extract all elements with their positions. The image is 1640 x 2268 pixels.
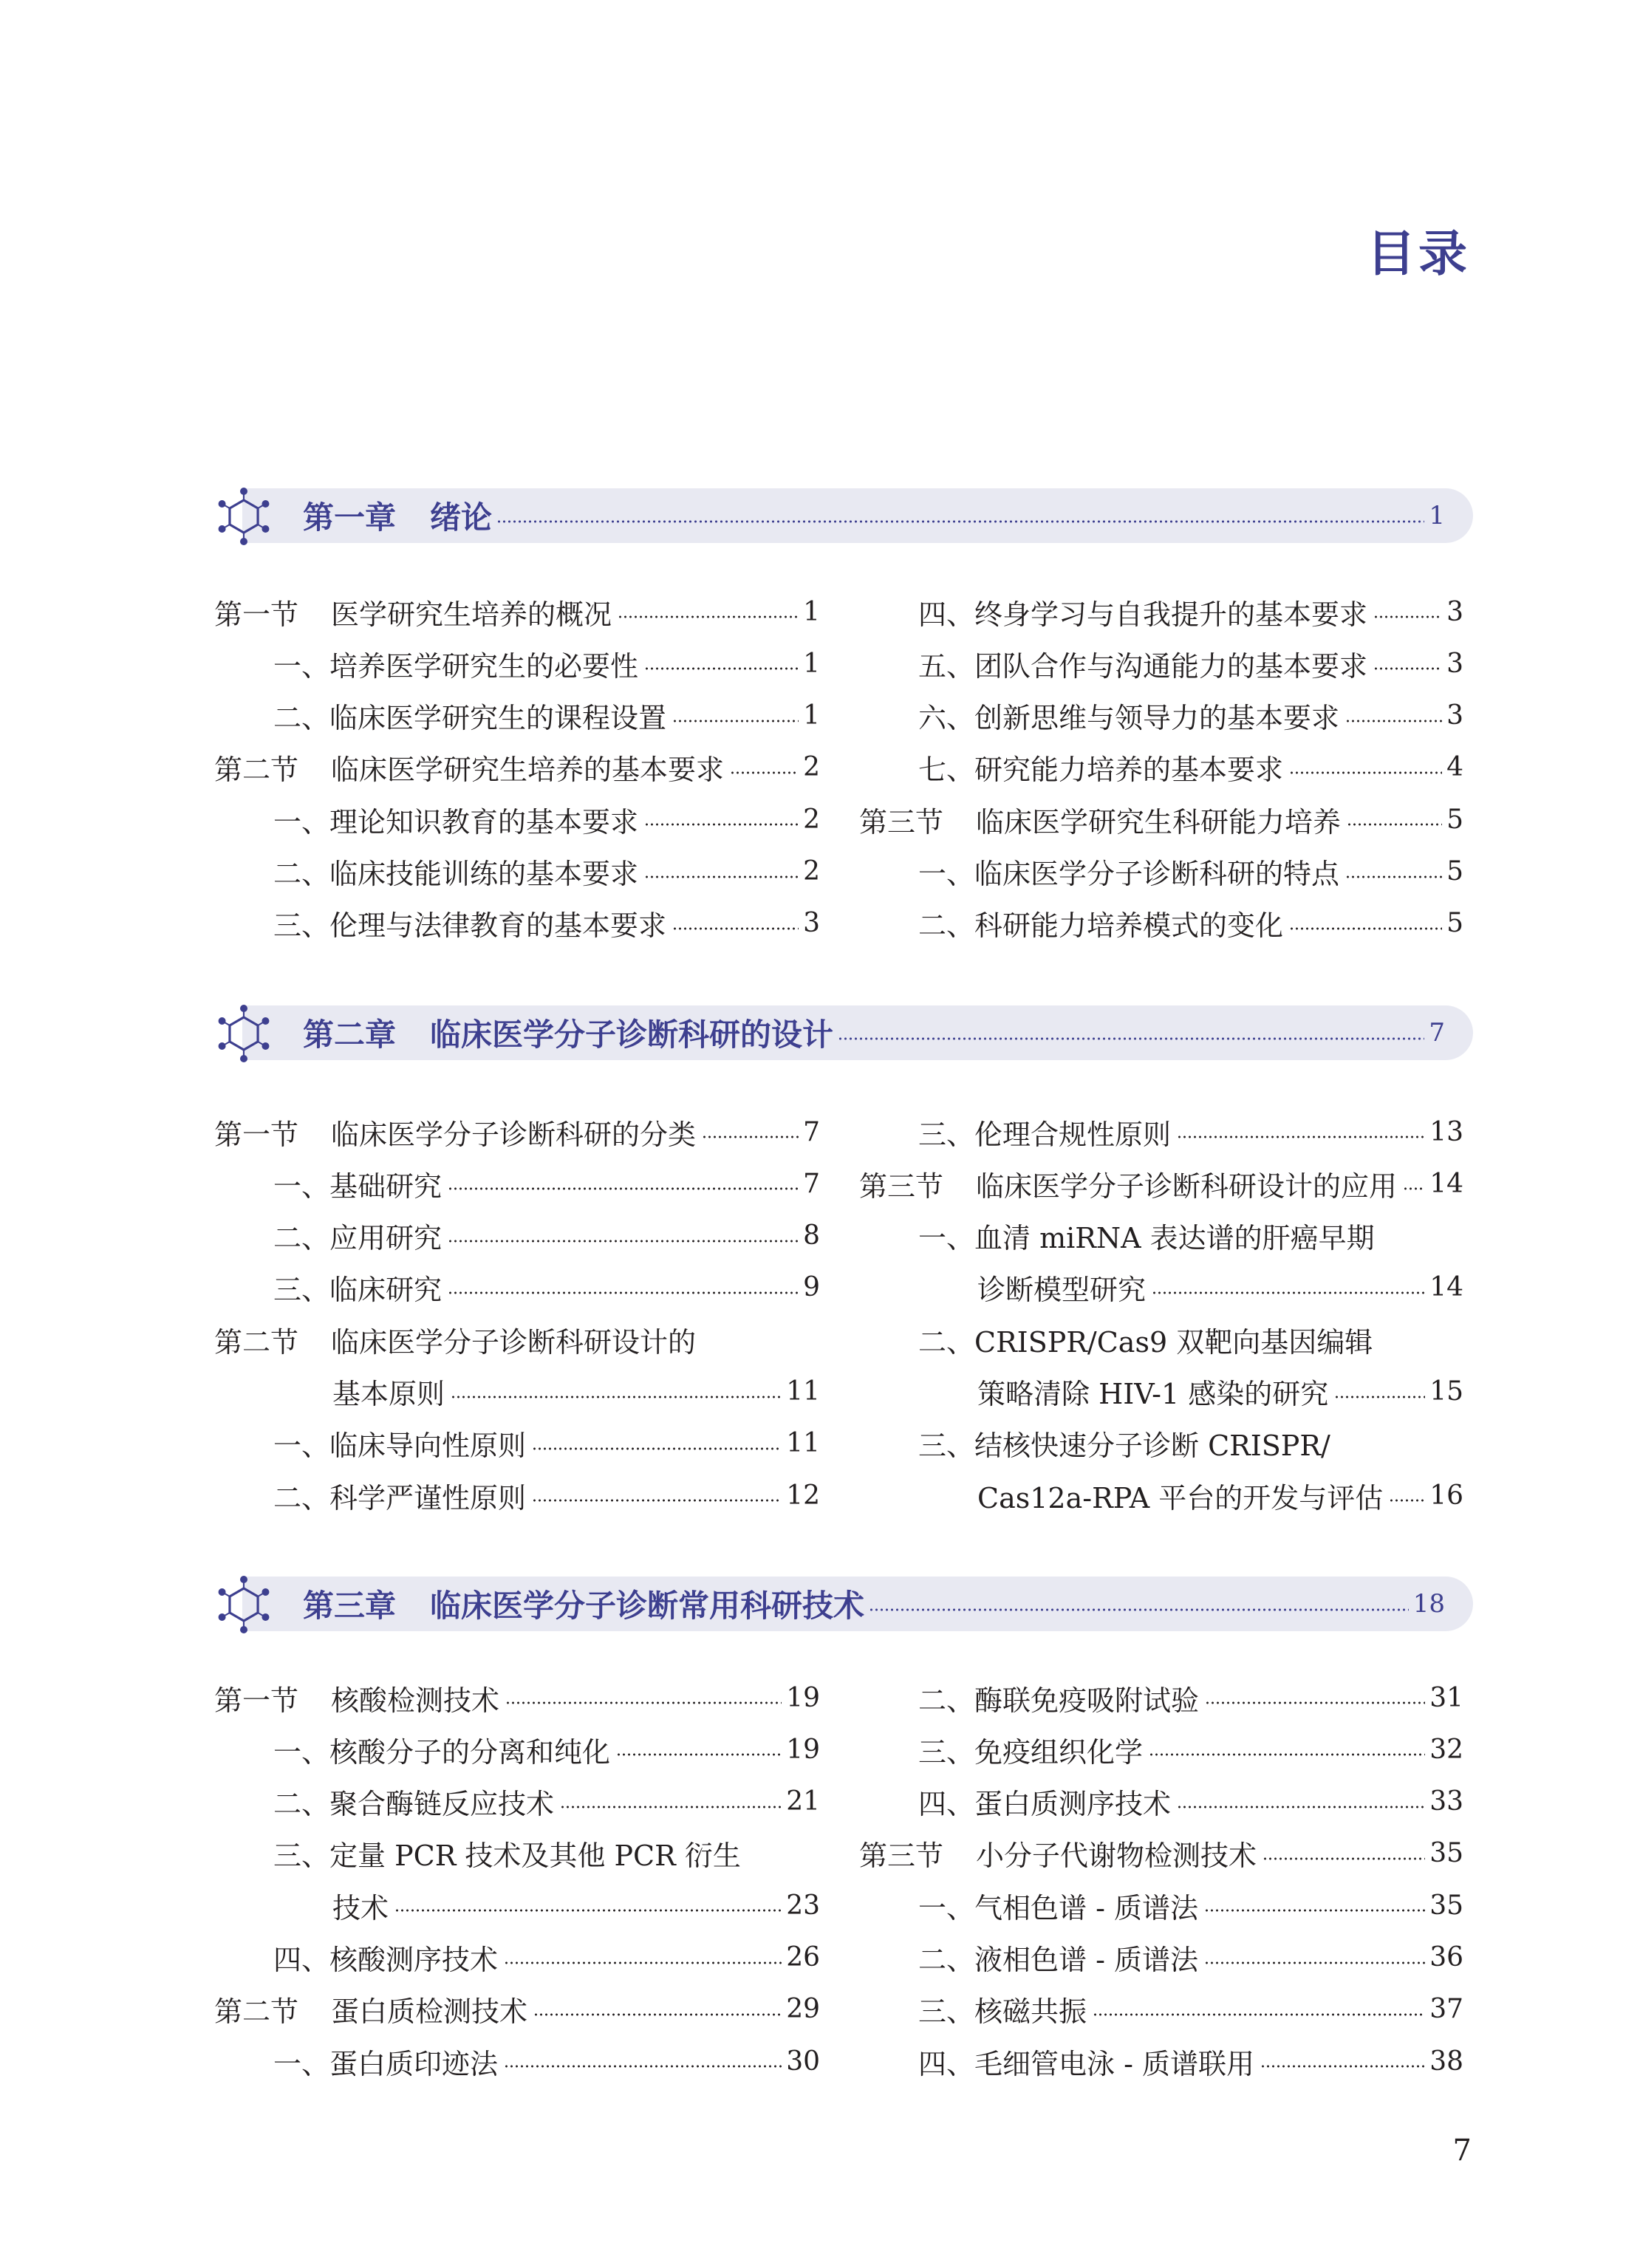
- toc-subsection-entry[interactable]: [273, 901, 820, 946]
- chapter-page-number: 18: [1412, 1589, 1445, 1619]
- toc-entry-title: 临床医学分子诊断科研的分类: [331, 1118, 697, 1151]
- toc-subsection-entry[interactable]: [332, 1370, 820, 1414]
- toc-page-number: 13: [1429, 1116, 1463, 1147]
- toc-page-number: 5: [1446, 908, 1463, 939]
- dot-leader: [1347, 822, 1442, 827]
- dot-leader: [448, 1291, 799, 1295]
- toc-entry-title: 二、应用研究: [273, 1222, 443, 1255]
- dot-leader: [533, 2012, 782, 2017]
- toc-subsection-entry[interactable]: [273, 1780, 820, 1824]
- toc-entry-title: 一、血清 miRNA 表达谱的肝癌早期: [918, 1222, 1375, 1255]
- chapter-heading[interactable]: [210, 1003, 1473, 1065]
- toc-entry-title: 二、科研能力培养模式的变化: [918, 909, 1284, 943]
- toc-page-number: 3: [1446, 596, 1463, 627]
- dot-leader: [1093, 2012, 1425, 2017]
- toc-entry-title: 一、理论知识教育的基本要求: [273, 805, 639, 838]
- toc-entry-title: 三、免疫组织化学: [918, 1735, 1144, 1769]
- dot-leader: [1204, 1961, 1425, 1965]
- toc-page-number: 16: [1429, 1480, 1463, 1511]
- toc-entry-title: 四、毛细管电泳 - 质谱联用: [918, 2047, 1254, 2080]
- toc-entry-title: 一、培养医学研究生的必要性: [273, 649, 639, 683]
- toc-page-number: 19: [786, 1682, 820, 1713]
- toc-entry-title: 七、研究能力培养的基本要求: [918, 754, 1284, 787]
- section-number: 第二节: [214, 1325, 299, 1359]
- toc-page-number: 7: [803, 1116, 820, 1147]
- dot-leader: [644, 875, 799, 879]
- dot-leader: [1345, 875, 1442, 879]
- toc-entry-title: 三、伦理合规性原则: [918, 1118, 1172, 1151]
- toc-subsection-entry[interactable]: [273, 2039, 820, 2083]
- toc-subsection-entry[interactable]: [918, 694, 1463, 738]
- dot-leader: [1149, 1752, 1425, 1757]
- toc-page-number: 23: [786, 1890, 820, 1921]
- chapter-heading-row: [303, 488, 1445, 543]
- page-title: 目录: [1367, 225, 1470, 282]
- dot-leader: [618, 615, 799, 619]
- toc-subsection-entry[interactable]: [977, 1265, 1463, 1310]
- toc-page-number: 15: [1429, 1376, 1463, 1407]
- section-number: 第二节: [214, 754, 299, 787]
- dot-leader: [1289, 926, 1442, 931]
- toc-page-number: 26: [786, 1942, 820, 1972]
- toc-page-number: 35: [1429, 1838, 1463, 1869]
- chapter-title: 临床医学分子诊断科研的设计: [430, 1017, 834, 1053]
- toc-entry-title: 一、基础研究: [273, 1169, 443, 1203]
- toc-entry-title: 二、临床医学研究生的课程设置: [273, 702, 667, 735]
- dot-leader: [1345, 719, 1442, 723]
- toc-page-number: 5: [1446, 804, 1463, 835]
- toc-subsection-entry[interactable]: [918, 1110, 1463, 1154]
- toc-subsection-entry[interactable]: [918, 1214, 1463, 1258]
- toc-subsection-entry[interactable]: [918, 1676, 1463, 1720]
- dot-leader: [496, 519, 1424, 524]
- toc-entry-title: 策略清除 HIV-1 感染的研究: [977, 1378, 1329, 1410]
- dot-leader: [1289, 771, 1442, 775]
- chapter-number: 第二章: [303, 1017, 397, 1053]
- chapter-heading[interactable]: [210, 485, 1473, 547]
- toc-entry-title: 一、临床医学分子诊断科研的特点: [918, 858, 1340, 890]
- toc-page-number: 31: [1429, 1682, 1463, 1713]
- dot-leader: [672, 719, 799, 723]
- toc-subsection-entry[interactable]: [273, 797, 820, 841]
- toc-page-number: 14: [1429, 1272, 1463, 1303]
- dot-leader: [672, 926, 799, 931]
- dot-leader: [504, 2064, 782, 2069]
- toc-section-entry[interactable]: [214, 1317, 820, 1362]
- toc-entry-title: 核酸检测技术: [331, 1684, 500, 1717]
- toc-subsection-entry[interactable]: [273, 641, 820, 686]
- dot-leader: [616, 1752, 782, 1757]
- toc-entry-title: 临床医学分子诊断科研设计的: [331, 1325, 697, 1359]
- dot-leader: [1403, 1186, 1425, 1191]
- chapter-heading-row: [303, 1005, 1445, 1060]
- toc-page-number: 11: [786, 1376, 820, 1407]
- dot-leader: [448, 1239, 799, 1243]
- page-number: 7: [1452, 2134, 1472, 2168]
- hexagon-molecule-icon: [210, 482, 278, 550]
- hexagon-molecule-icon: [210, 1000, 278, 1068]
- dot-leader: [1334, 1395, 1425, 1399]
- toc-section-entry[interactable]: [214, 1676, 820, 1720]
- toc-page-number: 5: [1446, 856, 1463, 887]
- toc-entry-title: 三、临床研究: [273, 1274, 443, 1307]
- toc-entry-title: 四、核酸测序技术: [273, 1944, 499, 1976]
- toc-subsection-entry[interactable]: [918, 2039, 1463, 2083]
- toc-entry-title: 二、临床技能训练的基本要求: [273, 858, 639, 890]
- toc-page-number: 2: [803, 752, 820, 783]
- toc-subsection-entry[interactable]: [273, 1473, 820, 1517]
- toc-page-number: 38: [1429, 2046, 1463, 2077]
- toc-subsection-entry[interactable]: [273, 850, 820, 894]
- toc-page-number: 36: [1429, 1942, 1463, 1972]
- section-number: 第二节: [214, 1995, 299, 2029]
- section-number: 第三节: [859, 1840, 944, 1873]
- toc-entry-title: 二、聚合酶链反应技术: [273, 1788, 555, 1821]
- toc-page-number: 7: [803, 1168, 820, 1199]
- dot-leader: [1204, 1908, 1425, 1913]
- dot-leader: [451, 1395, 782, 1399]
- chapter-number: 第一章: [303, 499, 397, 536]
- toc-subsection-entry[interactable]: [918, 1883, 1463, 1927]
- toc-section-entry[interactable]: [214, 1987, 820, 2032]
- toc-entry-title: 小分子代谢物检测技术: [976, 1840, 1257, 1873]
- toc-page-number: 21: [786, 1786, 820, 1817]
- toc-subsection-entry[interactable]: [273, 694, 820, 738]
- toc-section-entry[interactable]: [859, 1831, 1463, 1876]
- chapter-page-number: 1: [1429, 501, 1445, 530]
- toc-page-number: 3: [1446, 700, 1463, 731]
- toc-entry-title: 一、核酸分子的分离和纯化: [273, 1735, 611, 1769]
- toc-page-number: 12: [786, 1480, 820, 1511]
- dot-leader: [1263, 1857, 1425, 1861]
- toc-entry-title: 二、酶联免疫吸附试验: [918, 1684, 1200, 1717]
- toc-entry-title: 基本原则: [332, 1378, 445, 1410]
- dot-leader: [532, 1498, 782, 1503]
- toc-entry-title: Cas12a-RPA 平台的开发与评估: [977, 1481, 1384, 1514]
- toc-page-number: 35: [1429, 1890, 1463, 1921]
- toc-page-number: 4: [1446, 752, 1463, 783]
- toc-page-number: 3: [803, 908, 820, 939]
- toc-subsection-entry[interactable]: [977, 1473, 1463, 1517]
- toc-entry-title: 三、定量 PCR 技术及其他 PCR 衍生: [273, 1840, 741, 1873]
- toc-page-number: 3: [1446, 648, 1463, 679]
- section-number: 第三节: [859, 805, 944, 838]
- toc-entry-title: 三、伦理与法律教育的基本要求: [273, 909, 667, 943]
- toc-entry-title: 一、蛋白质印迹法: [273, 2047, 499, 2080]
- toc-subsection-entry[interactable]: [977, 1370, 1463, 1414]
- toc-entry-title: 一、气相色谱 - 质谱法: [918, 1891, 1198, 1924]
- toc-entry-title: 临床医学分子诊断科研设计的应用: [976, 1169, 1398, 1203]
- section-number: 第一节: [214, 1118, 299, 1151]
- toc-subsection-entry[interactable]: [273, 1161, 820, 1206]
- toc-page-number: 33: [1429, 1786, 1463, 1817]
- toc-subsection-entry[interactable]: [918, 1987, 1463, 2032]
- chapter-title: 临床医学分子诊断常用科研技术: [430, 1588, 865, 1624]
- toc-subsection-entry[interactable]: [273, 1265, 820, 1310]
- toc-subsection-entry[interactable]: [273, 1421, 820, 1466]
- toc-subsection-entry[interactable]: [273, 1831, 820, 1876]
- chapter-page-number: 7: [1429, 1018, 1445, 1048]
- toc-subsection-entry[interactable]: [918, 1936, 1463, 1980]
- dot-leader: [1373, 666, 1442, 671]
- chapter-heading-row: [303, 1577, 1445, 1631]
- toc-page-number: 14: [1429, 1168, 1463, 1199]
- toc-page-number: 32: [1429, 1734, 1463, 1765]
- toc-page-number: 1: [803, 596, 820, 627]
- toc-entry-title: 临床医学研究生培养的基本要求: [331, 754, 725, 787]
- toc-entry-title: 四、蛋白质测序技术: [918, 1788, 1172, 1821]
- dot-leader: [505, 1701, 782, 1705]
- toc-entry-title: 一、临床导向性原则: [273, 1430, 527, 1463]
- section-number: 第三节: [859, 1169, 944, 1203]
- toc-subsection-entry[interactable]: [918, 1780, 1463, 1824]
- toc-subsection-entry[interactable]: [918, 850, 1463, 894]
- toc-entry-title: 三、核磁共振: [918, 1995, 1087, 2029]
- toc-section-entry[interactable]: [214, 590, 820, 634]
- dot-leader: [394, 1908, 782, 1913]
- dot-leader: [838, 1036, 1424, 1041]
- toc-page-number: 29: [786, 1994, 820, 2025]
- section-number: 第一节: [214, 1684, 299, 1717]
- toc-page-number: 8: [803, 1220, 820, 1251]
- dot-leader: [730, 771, 799, 775]
- dot-leader: [1152, 1291, 1425, 1295]
- chapter-title: 绪论: [430, 499, 493, 536]
- toc-subsection-entry[interactable]: [918, 1317, 1463, 1362]
- dot-leader: [532, 1446, 782, 1451]
- toc-entry-title: 二、科学严谨性原则: [273, 1481, 527, 1514]
- dot-leader: [1177, 1805, 1425, 1809]
- dot-leader: [1389, 1498, 1425, 1503]
- toc-page-number: 2: [803, 856, 820, 887]
- toc-page-number: 19: [786, 1734, 820, 1765]
- dot-leader: [644, 822, 799, 827]
- dot-leader: [1205, 1701, 1425, 1705]
- toc-page-number: 37: [1429, 1994, 1463, 2025]
- toc-section-entry[interactable]: [214, 745, 820, 790]
- toc-section-entry[interactable]: [859, 1161, 1463, 1206]
- toc-page-number: 1: [803, 648, 820, 679]
- dot-leader: [1177, 1135, 1425, 1139]
- dot-leader: [869, 1608, 1409, 1612]
- chapter-number: 第三章: [303, 1588, 397, 1624]
- dot-leader: [504, 1961, 782, 1965]
- section-number: 第一节: [214, 598, 299, 631]
- toc-subsection-entry[interactable]: [918, 641, 1463, 686]
- toc-entry-title: 五、团队合作与沟通能力的基本要求: [918, 649, 1368, 683]
- toc-subsection-entry[interactable]: [273, 1214, 820, 1258]
- toc-entry-title: 临床医学研究生科研能力培养: [976, 805, 1342, 838]
- toc-entry-title: 三、结核快速分子诊断 CRISPR/: [918, 1430, 1330, 1463]
- toc-page-number: 30: [786, 2046, 820, 2077]
- toc-entry-title: 技术: [332, 1891, 389, 1924]
- toc-entry-title: 诊断模型研究: [977, 1274, 1147, 1307]
- toc-entry-title: 六、创新思维与领导力的基本要求: [918, 702, 1340, 735]
- toc-entry-title: 四、终身学习与自我提升的基本要求: [918, 598, 1368, 631]
- toc-section-entry[interactable]: [214, 1110, 820, 1154]
- toc-subsection-entry[interactable]: [918, 745, 1463, 790]
- toc-entry-title: 二、液相色谱 - 质谱法: [918, 1944, 1198, 1976]
- dot-leader: [1260, 2064, 1425, 2069]
- toc-subsection-entry[interactable]: [273, 1727, 820, 1772]
- dot-leader: [1373, 615, 1442, 619]
- toc-entry-title: 医学研究生培养的概况: [331, 598, 612, 631]
- toc-subsection-entry[interactable]: [918, 1727, 1463, 1772]
- dot-leader: [560, 1805, 782, 1809]
- chapter-heading[interactable]: [210, 1574, 1473, 1636]
- dot-leader: [448, 1186, 799, 1191]
- toc-page-number: 1: [803, 700, 820, 731]
- toc-entry-title: 蛋白质检测技术: [331, 1995, 528, 2029]
- toc-subsection-entry[interactable]: [918, 901, 1463, 946]
- toc-section-entry[interactable]: [859, 797, 1463, 841]
- hexagon-molecule-icon: [210, 1571, 278, 1639]
- toc-subsection-entry[interactable]: [918, 1421, 1463, 1466]
- toc-page-number: 11: [786, 1428, 820, 1459]
- toc-subsection-entry[interactable]: [918, 590, 1463, 634]
- toc-subsection-entry[interactable]: [332, 1883, 820, 1927]
- toc-entry-title: 二、CRISPR/Cas9 双靶向基因编辑: [918, 1325, 1373, 1359]
- dot-leader: [644, 666, 799, 671]
- toc-page-number: 2: [803, 804, 820, 835]
- toc-subsection-entry[interactable]: [273, 1936, 820, 1980]
- dot-leader: [702, 1135, 799, 1139]
- toc-page-number: 9: [803, 1272, 820, 1303]
